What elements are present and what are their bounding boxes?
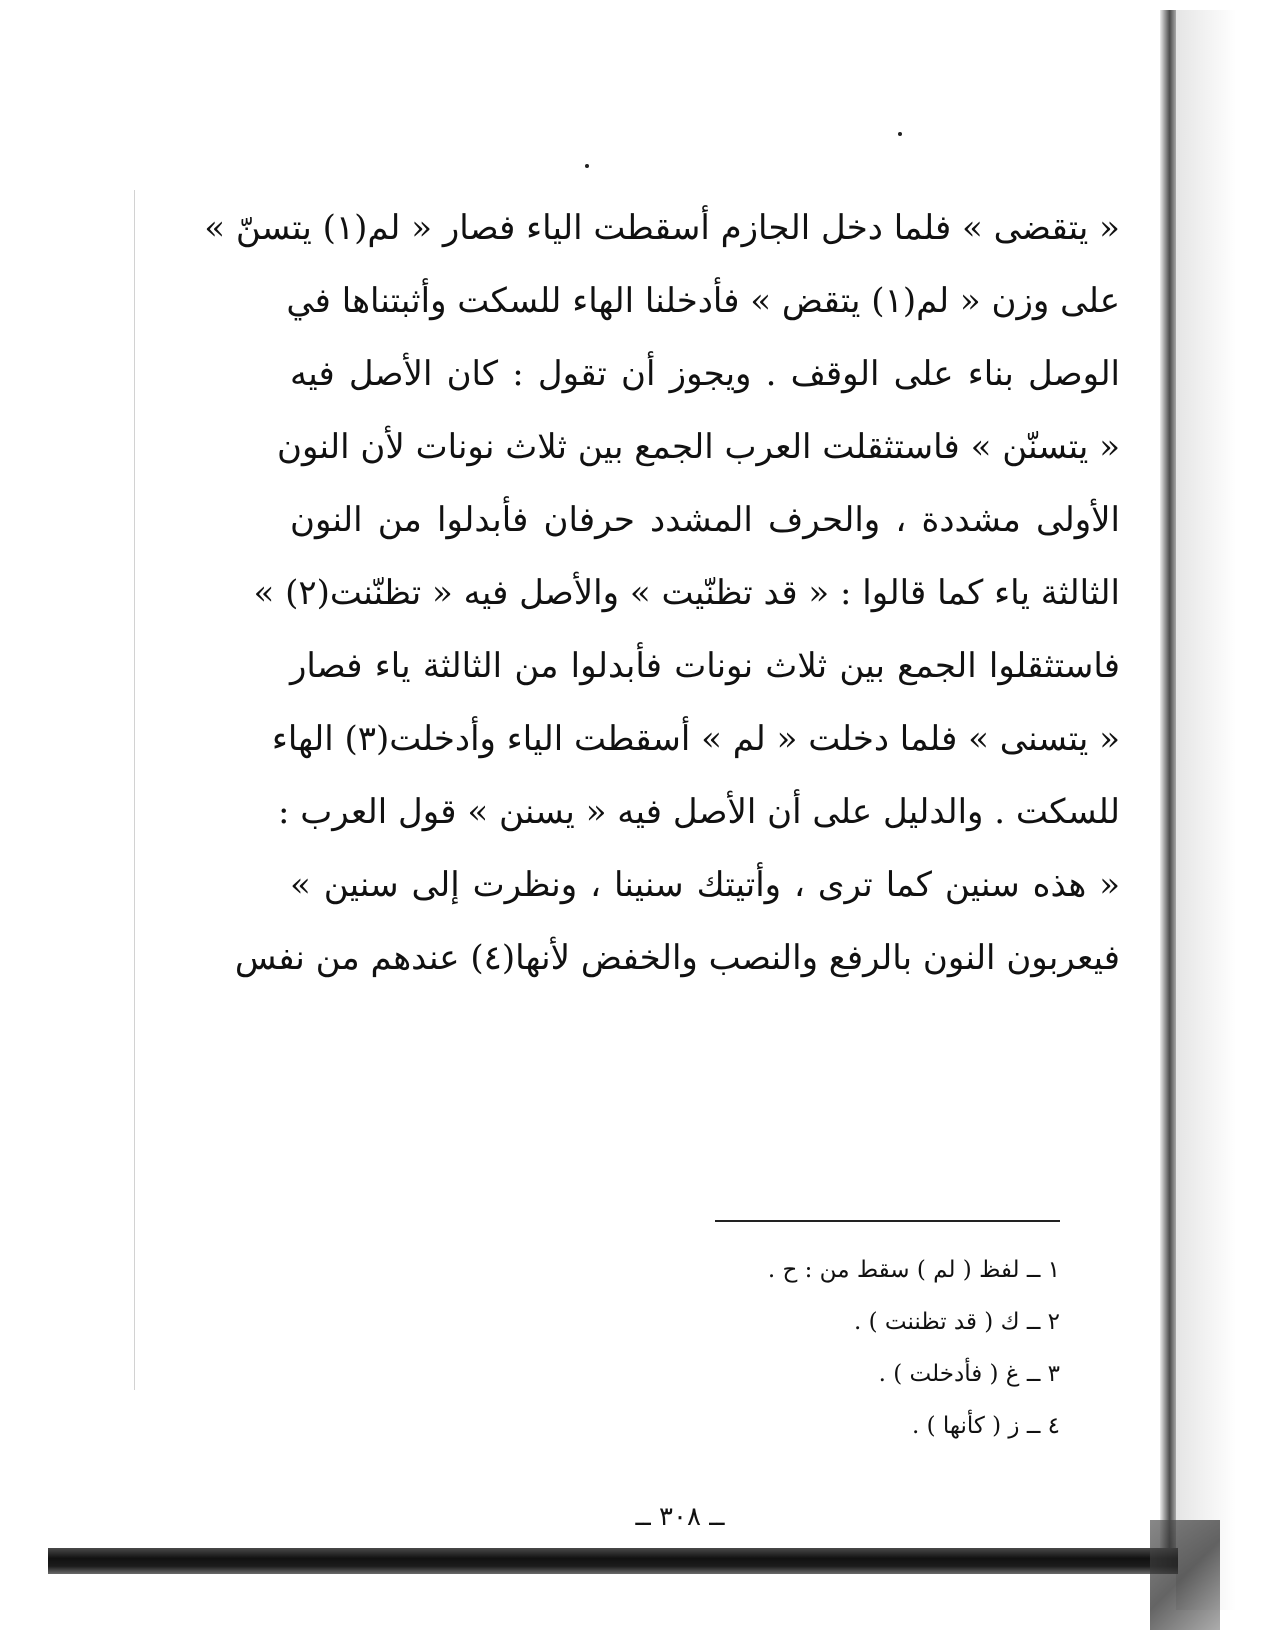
- text-line-4: « يتسنّن » فاستثقلت العرب الجمع بين ثلاث نونات لأن النون: [277, 427, 1120, 467]
- footnotes-block: [640, 1244, 1060, 1452]
- scan-speck: [898, 132, 902, 136]
- binding-shadow: [1176, 10, 1236, 1610]
- text-line-7: فاستثقلوا الجمع بين ثلاث نونات فأبدلوا من الثالثة ياء فصار: [290, 646, 1120, 686]
- text-line-3: الوصل بناء على الوقف . ويجوز أن تقول : كان الأصل فيه: [290, 354, 1120, 394]
- footnote-4: ٤ ــ ز ( كأنها ) .: [911, 1413, 1060, 1439]
- margin-line: [134, 190, 135, 1390]
- text-line-9: للسكت . والدليل على أن الأصل فيه « يسنن » قول العرب :: [277, 792, 1120, 832]
- scan-corner-shadow: [1150, 1520, 1220, 1630]
- footnote-2: ٢ ــ ك ( قد تظننت ) .: [853, 1309, 1060, 1335]
- text-line-8: « يتسنى » فلما دخلت « لم » أسقطت الياء وأدخلت(٣) الهاء: [271, 719, 1120, 759]
- text-line-11: فيعربون النون بالرفع والنصب والخفض لأنها(٤) عندهم من نفس: [234, 938, 1120, 978]
- page-number: ــ ٣٠٨ ــ: [635, 1502, 725, 1532]
- text-line-2: على وزن « لم(١) يتقض » فأدخلنا الهاء للسكت وأثبتناها في: [286, 281, 1120, 321]
- text-line-1: « يتقضى » فلما دخل الجازم أسقطت الياء فصار « لم(١) يتسنّ »: [204, 208, 1120, 248]
- book-binding-edge: [1160, 10, 1176, 1550]
- text-line-6: الثالثة ياء كما قالوا : « قد تظنّيت » والأصل فيه « تظنّنت(٢) »: [253, 573, 1120, 613]
- scan-bottom-edge: [48, 1548, 1178, 1574]
- text-line-5: الأولى مشددة ، والحرف المشدد حرفان فأبدلوا من النون: [290, 500, 1120, 540]
- footnote-separator: [715, 1220, 1060, 1222]
- text-line-10: « هذه سنين كما ترى ، وأتيتك سنينا ، ونظرت إلى سنين »: [290, 865, 1120, 905]
- scan-speck: [585, 164, 589, 168]
- footnote-3: ٣ ــ غ ( فأدخلت ) .: [878, 1361, 1060, 1387]
- main-text-block: [204, 192, 1120, 995]
- footnote-1: ١ ــ لفظ ( لم ) سقط من : ح .: [767, 1257, 1060, 1283]
